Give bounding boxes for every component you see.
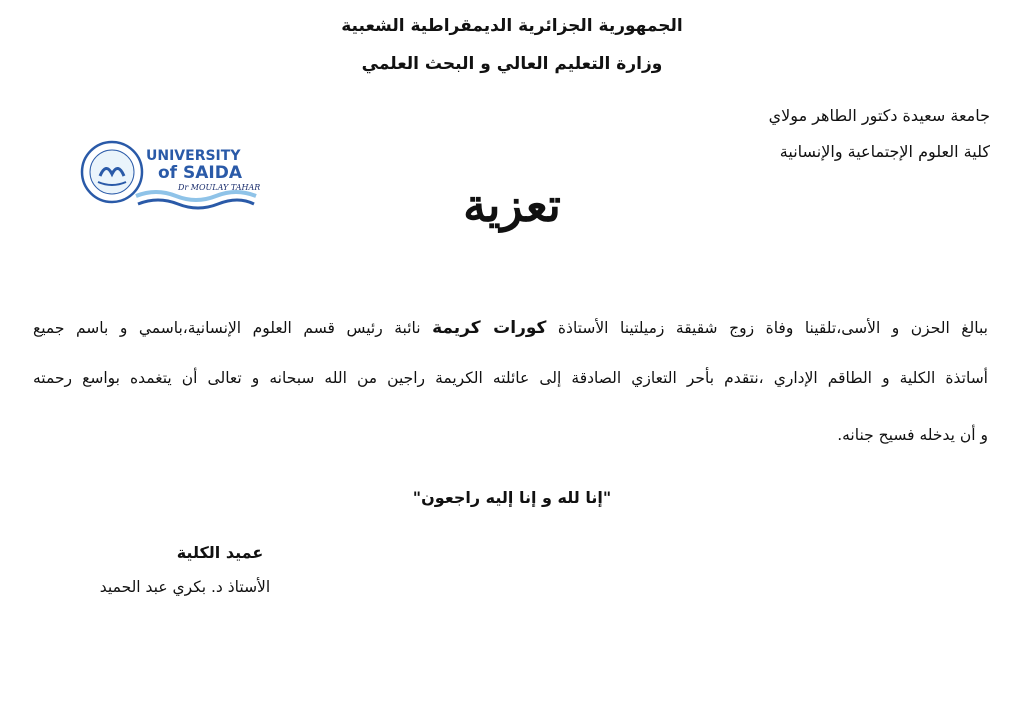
body-text: ببالغ الحزن و الأسى،تلقينا وفاة زوج شقيقة زميلتينا الأستاذة — [546, 319, 988, 337]
logo-line2: of SAIDA — [158, 163, 242, 183]
colleague-name: كورات كريمة — [432, 318, 547, 338]
faculty-name: كلية العلوم الإجتماعية والإنسانية — [779, 142, 990, 161]
signature-name: الأستاذ د. بكري عبد الحميد — [99, 578, 271, 596]
body-text: نائبة رئيس قسم العلوم الإنسانية،باسمي و باسم جميع — [33, 319, 433, 337]
university-name: جامعة سعيدة دكتور الطاهر مولاي — [768, 106, 990, 125]
body-line-1 — [33, 318, 988, 338]
logo-line3: Dr MOULAY TAHAR — [178, 183, 261, 192]
quote: "إنا لله و إنا إليه راجعون" — [412, 488, 612, 507]
header-republic: الجمهورية الجزائرية الديمقراطية الشعبية — [341, 16, 683, 36]
signature-title: عميد الكلية — [176, 543, 264, 562]
body-line-2: أساتذة الكلية و الطاقم الإداري ،نتقدم بأحر التعازي الصادقة إلى عائلته الكريمة راجين من الله سبحانه و تعالى أن يتغمده بواسع رحمته — [33, 369, 988, 387]
body-line-3: و أن يدخله فسيح جنانه. — [837, 426, 988, 444]
logo-line1: UNIVERSITY — [146, 148, 241, 164]
header-ministry: وزارة التعليم العالي و البحث العلمي — [361, 54, 663, 74]
page-title: تعزية — [463, 178, 561, 232]
